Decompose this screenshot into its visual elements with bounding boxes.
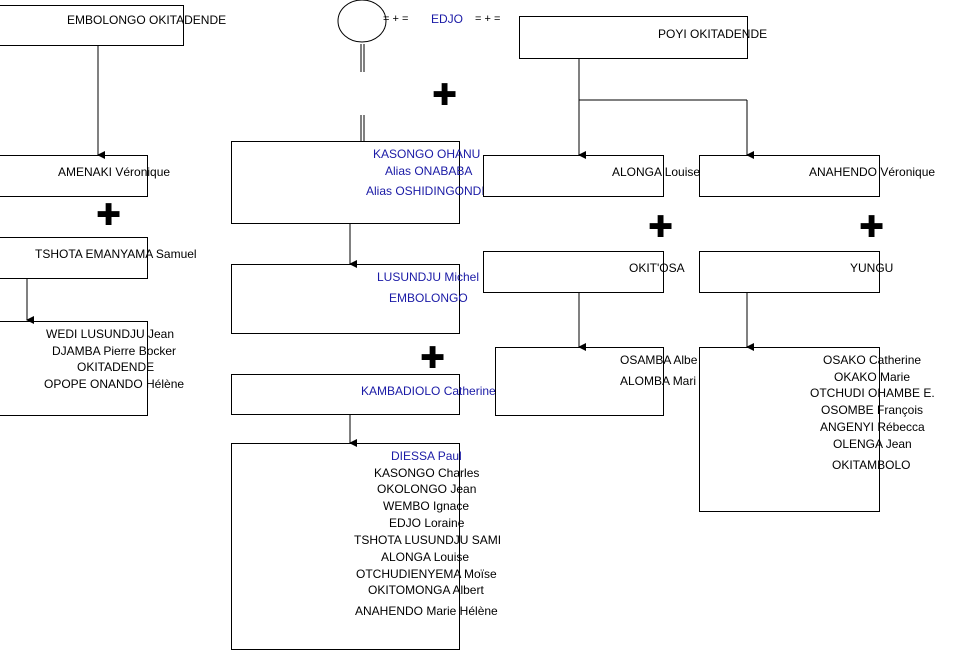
left-child-2: DJAMBA Pierre Bocker xyxy=(52,344,177,358)
cross-marriage-anahendo: ✚ xyxy=(859,210,885,245)
right2-child-1: OSAKO Catherine xyxy=(823,353,922,367)
middle-child-10: ANAHENDO Marie Hélène xyxy=(355,604,498,618)
right2-child-6: OLENGA Jean xyxy=(833,437,912,451)
cross-marriage-lusundju: ✚ xyxy=(420,341,446,376)
label-yungu: YUNGU xyxy=(850,261,894,275)
label-embolongo: EMBOLONGO OKITADENDE xyxy=(67,13,227,27)
middle-child-9: OKITOMONGA Albert xyxy=(368,583,484,597)
cross-marriage-alonga: ✚ xyxy=(648,210,674,245)
middle-child-8: OTCHUDIENYEMA Moïse xyxy=(356,567,497,581)
middle-child-1: DIESSA Paul xyxy=(391,449,462,463)
middle-child-7: ALONGA Louise xyxy=(381,550,470,564)
label-okitosa: OKIT'OSA xyxy=(629,261,685,275)
right1-child-2: ALOMBA Mari xyxy=(620,374,697,388)
middle-child-2: KASONGO Charles xyxy=(374,466,480,480)
edjo-circle xyxy=(338,0,386,42)
right1-child-1: OSAMBA Albe xyxy=(620,353,698,367)
right2-child-7: OKITAMBOLO xyxy=(832,458,911,472)
kasongo-line-1: KASONGO OHANU xyxy=(373,147,481,161)
label-poyi: POYI OKITADENDE xyxy=(658,27,768,41)
label-alonga: ALONGA Louise xyxy=(612,165,701,179)
edjo-equals-left: = + = xyxy=(383,13,409,25)
kasongo-line-2: Alias ONABABA xyxy=(385,164,473,178)
label-tshota: TSHOTA EMANYAMA Samuel xyxy=(35,247,197,261)
cross-marriage-amenaki: ✚ xyxy=(96,198,122,233)
left-child-1: WEDI LUSUNDJU Jean xyxy=(46,327,175,341)
right2-child-3: OTCHUDI OHAMBE E. xyxy=(810,386,935,400)
middle-child-6: TSHOTA LUSUNDJU SAMI xyxy=(354,533,502,547)
middle-child-3: OKOLONGO Jean xyxy=(377,482,477,496)
middle-child-5: EDJO Loraine xyxy=(389,516,465,530)
kasongo-line-3: Alias OSHIDINGONDI xyxy=(366,184,485,198)
edjo-equals-right: = + = xyxy=(475,13,501,25)
lusundju-line-1: LUSUNDJU Michel xyxy=(377,270,480,284)
middle-child-4: WEMBO Ignace xyxy=(383,499,470,513)
cross-marriage-edjo: ✚ xyxy=(432,78,458,113)
right2-child-5: ANGENYI Rébecca xyxy=(820,420,925,434)
right2-child-4: OSOMBE François xyxy=(821,403,924,417)
label-anahendo: ANAHENDO Véronique xyxy=(809,165,936,179)
label-edjo: EDJO xyxy=(431,12,464,26)
left-child-3: OKITADENDE xyxy=(77,360,155,374)
label-kambadiolo: KAMBADIOLO Catherine xyxy=(361,384,496,398)
lusundju-line-2: EMBOLONGO xyxy=(389,291,468,305)
left-child-4: OPOPE ONANDO Hélène xyxy=(44,377,185,391)
label-amenaki: AMENAKI Véronique xyxy=(58,165,171,179)
right2-child-2: OKAKO Marie xyxy=(834,370,911,384)
